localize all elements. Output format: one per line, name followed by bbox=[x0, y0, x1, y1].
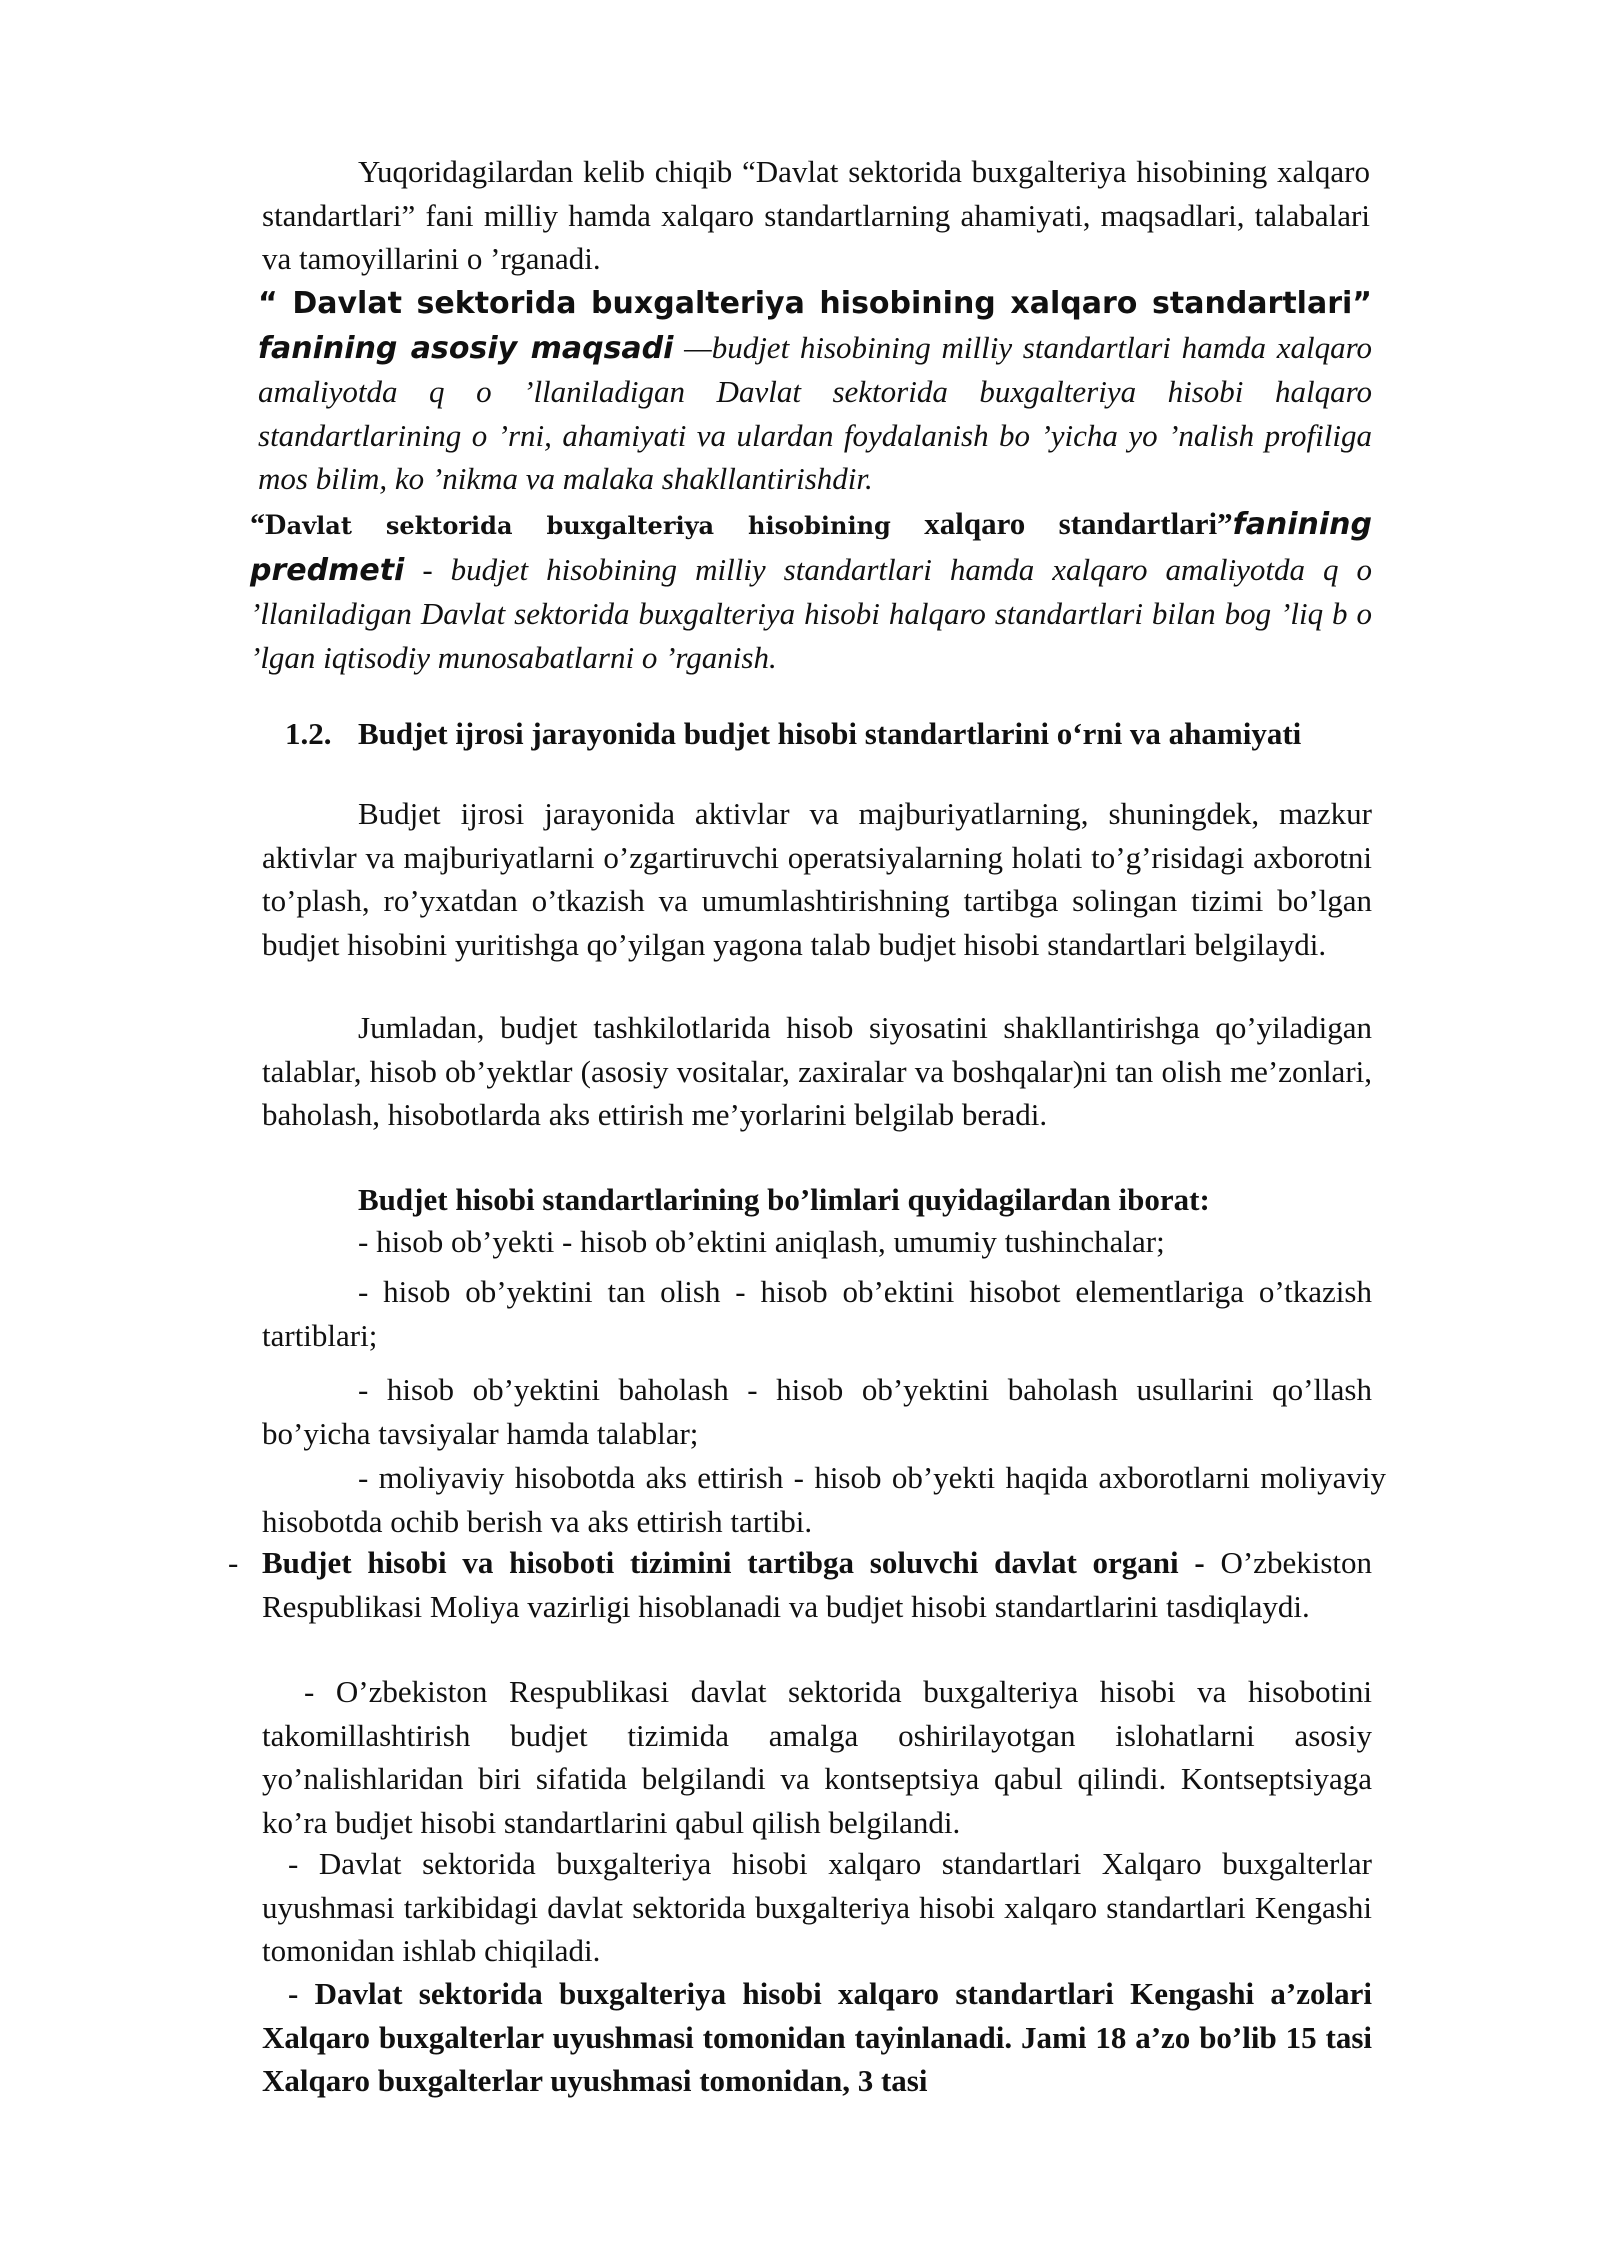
paragraph-board-members: - Davlat sektorida buxgalteriya hisobi xalqaro standartlari Kengashi a’zolari Xalqaro buxgalterlar uyushmasi tomonidan tayinlanadi. Jami 18 a’zo bo’lib 15 tasi Xalqaro buxgalterlar uyushmasi tomonidan, 3 tasi bbox=[262, 1976, 1372, 2098]
list-item-valuation: - hisob ob’yektini baholash - hisob ob’yektini baholash usullarini qo’llash bo’yicha tavsiyalar hamda talablar; bbox=[262, 1372, 1372, 1451]
paragraph-budget-execution: Budjet ijrosi jarayonida aktivlar va majburiyatlarning, shuningdek, mazkur aktivlar va majburiyatlarni o’zgartiruvchi operatsiyalarning holati to’g’risidagi axborotni to’plash, ro’yxatdan o’tkazish va umumlashtirishning tartibga solingan tizimi bo’lgan budjet hisobini yuritishga qo’yilgan yagona talab budjet hisobi standartlari belgilaydi. bbox=[262, 796, 1372, 962]
list-item-recognition: - hisob ob’yektini tan olish - hisob ob’ektini hisobot elementlariga o’tkazish tartiblari; bbox=[262, 1274, 1372, 1353]
subject-text: - budjet hisobining milliy standartlari hamda xalqaro amaliyotda q o ’llaniladigan Davlat sektorida buxgalteriya hisobi halqaro standartlari bilan bog ’liq b o ’lgan iqtisodiy munosabatlarni o ’rganish. bbox=[250, 551, 1372, 675]
subject-title-b: avlat sektorida buxgalteriya hisobining bbox=[286, 511, 891, 540]
paragraph-ipsas-board: - Davlat sektorida buxgalteriya hisobi xalqaro standartlari Xalqaro buxgalterlar uyushmasi tarkibidagi davlat sektorida buxgalteriya hisobi xalqaro standartlari Kengashi tomonidan ishlab chiqiladi. bbox=[262, 1846, 1372, 1968]
goal-label: fanining asosiy maqsadi bbox=[258, 330, 674, 366]
goal-text: —budjet hisobining milliy standartlari hamda xalqaro amaliyotda q o ’llaniladigan Davlat sektorida buxgalteriya hisobi halqaro standartlarining o ’rni, ahamiyati va ulardan foydalanish bo ’yicha yo ’nalish profiliga mos bilim, ko ’nikma va malaka shakllantirishdir. bbox=[258, 329, 1372, 496]
paragraph-concept: - O’zbekiston Respublikasi davlat sektorida buxgalteriya hisobi va hisobotini takomillashtirish budjet tizimida amalga oshirilayotgan islohatlarni asosiy yo’nalishlaridan biri sifatida belgilandi va kontseptsiya qabul qilindi. Kontseptsiyaga ko’ra budjet hisobi standartlarini qabul qilish belgilandi. bbox=[262, 1674, 1372, 1840]
subject-label: fanining predmeti bbox=[250, 507, 1372, 588]
regulator-title: Budjet hisobi va hisoboti tizimini tartibga soluvchi davlat organi - bbox=[262, 1545, 1205, 1580]
list-item-object: - hisob ob’yekti - hisob ob’ektini aniqlash, umumiy tushinchalar; bbox=[358, 1224, 1165, 1259]
section-heading bbox=[285, 714, 1345, 754]
paragraph-namely: Jumladan, budjet tashkilotlarida hisob siyosatini shakllantirishga qo’yiladigan talablar, hisob ob’yektlar (asosiy vositalar, zaxiralar va boshqalar)ni tan olish me’zonlari, baholash, hisobotlarda aks ettirish me’yorlarini belgilab beradi. bbox=[262, 1010, 1372, 1132]
section-number: 1.2. bbox=[285, 716, 332, 751]
subject-title-c: xalqaro standartlari” bbox=[890, 506, 1233, 541]
paragraph-regulator bbox=[262, 1541, 1372, 1628]
subject-title-a: “D bbox=[250, 508, 287, 541]
regulator-text: O’zbekiston Respublikasi Moliya vazirligi hisoblanadi va budjet hisobi standartlarini tasdiqlaydi. bbox=[262, 1545, 1372, 1624]
list-dash: - bbox=[228, 1545, 239, 1580]
paragraph-sections-intro: Budjet hisobi standartlarining bo’limlari quyidagilardan iborat: bbox=[358, 1182, 1210, 1217]
goal-title: “ Davlat sektorida buxgalteriya hisobining xalqaro standartlari” bbox=[258, 286, 1372, 321]
paragraph-intro: Yuqoridagilardan kelib chiqib “Davlat sektorida buxgalteriya hisobining xalqaro standartlari” fani milliy hamda xalqaro standartlarning ahamiyati, maqsadlari, talabalari va tamoyillarini o ’rganadi. bbox=[262, 154, 1370, 276]
paragraph-subject bbox=[250, 502, 1372, 679]
list-item-reporting: - moliyaviy hisobotda aks ettirish - hisob ob’yekti haqida axborotlarni moliyaviy hisobotda ochib berish va aks ettirish tartibi. bbox=[262, 1460, 1386, 1539]
section-title: Budjet ijrosi jarayonida budjet hisobi standartlarini o‘rni va ahamiyati bbox=[358, 716, 1302, 751]
paragraph-goal bbox=[258, 281, 1372, 501]
